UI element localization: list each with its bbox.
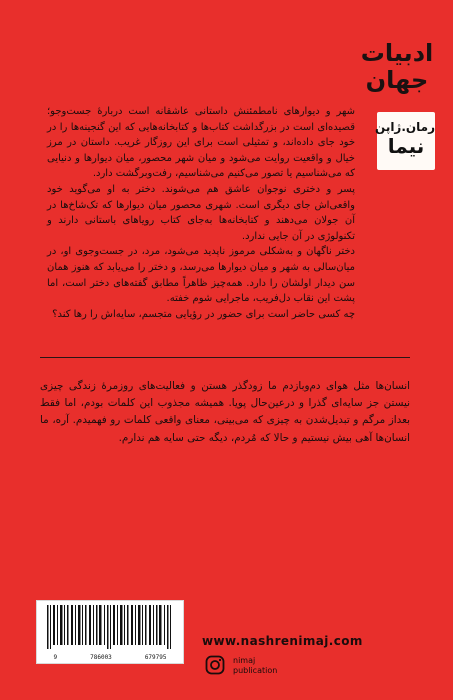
barcode-digit-group: 786003 [90,654,112,661]
divider-line [40,357,410,358]
barcode-bars [37,601,183,651]
publisher-logo [377,112,435,170]
logo-name: نیما [387,134,425,158]
barcode [36,600,184,664]
barcode-digit-group: 9 [53,654,58,661]
barcode-digits [37,654,183,661]
blurb-paragraph: چه کسی حاضر است برای حضور در رؤیایی متجسم، سایه‌اش را رها کند؟ [52,308,355,320]
series-title [359,40,435,94]
website-url[interactable]: www.nashrenimaj.com [202,634,363,648]
barcode-digit-group: 679795 [144,654,167,661]
logo-series-label: رمان.ژاپن [375,120,435,134]
series-title-line1: ادبیات [360,39,434,67]
instagram-handle-label: publication [233,666,278,675]
blurb-paragraph: شهر و دیوارهای نامطمئنش داستانی عاشقانه است دربارهٔ جست‌وجو؛ قصیده‌ای است در بزرگداشت کتاب‌ها و کتابخانه‌هایی که این گنجینه‌ها را در خود جای داده‌اند، و تمثیلی است برای این روزگار غریب. داستان در مرز خیال و واقعیت روایت می‌شود و میان شهر محصور، میان دیوارها و دنیایی که می‌شناسیم یا تصور می‌کنیم می‌شناسیم، رفت‌وبرگشت دارد. [47,106,355,180]
instagram-icon[interactable] [205,655,225,675]
book-blurb [47,104,355,322]
instagram-handle-name: nimaj [233,656,256,665]
series-title-line2: جهان [365,66,429,94]
blurb-paragraph: دختر ناگهان و به‌شکلی مرموز ناپدید می‌شود، مرد، در جست‌وجوی او، در میان‌سالی به شهر و میان دیوارها می‌رسد، و دختر را می‌یابد که هنوز همان سن دیدار اولشان را دارد. همه‌چیز ظاهراً مطابق گفته‌های دختر است، اما پشت این نقاب دل‌فریب، ماجرایی شوم خفته. [47,246,355,305]
instagram-handle [233,656,277,676]
book-quote: انسان‌ها مثل هوای دم‌وبازدم ما زودگذر هستن و فعالیت‌های روزمرهٔ زندگی چیزی نیستن جز سایه‌ای گذرا و درعین‌حال پویا. همیشه مجذوب این کلمات بودم، اما فقط بعداز مرگم و تبدیل‌شدن به چیزی که می‌بینی، معنای واقعی کلمات رو فهمیدم. آره، ما انسان‌ها آهی بیش نیستیم و حالا که مُردم، دیگه حتی سایه هم ندارم. [40,380,410,444]
blurb-paragraph: پسر و دختری نوجوان عاشق هم می‌شوند. دختر به او می‌گوید خود واقعی‌اش جای دیگری است. شهری محصور میان دیوارها که تک‌شاخ‌ها در آن جولان می‌دهند و کتابخانه‌ها به‌جای کتاب رویاهای باستانی دارند و تکنولوژی در آن جایی ندارد. [47,183,355,242]
